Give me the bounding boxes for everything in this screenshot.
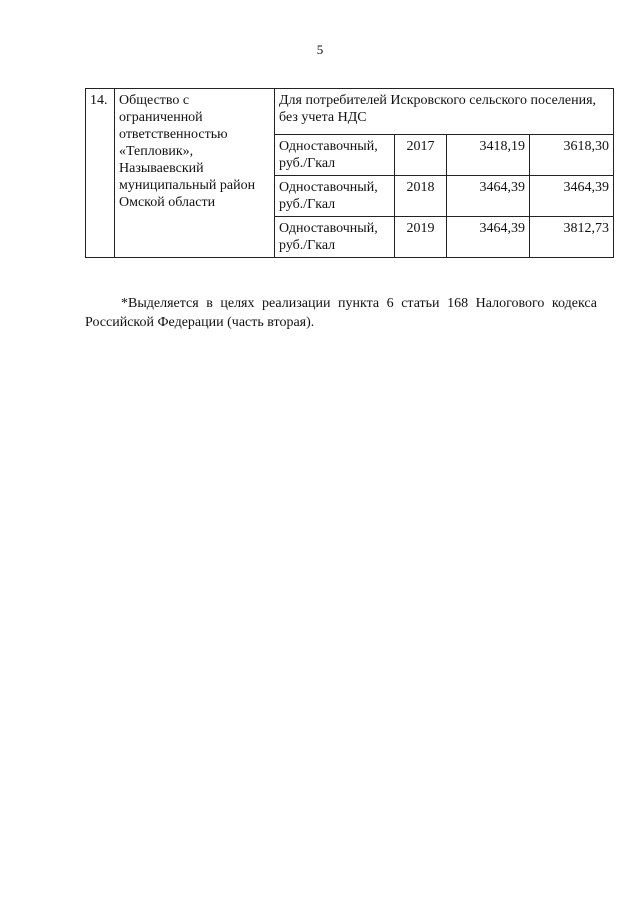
table-row [86,89,614,135]
tariff-second-half: 3618,30 [530,135,614,176]
rate-type: Одноставочный, руб./Гкал [275,135,395,176]
year-cell: 2018 [395,176,447,217]
tariff-second-half: 3812,73 [530,217,614,258]
tariff-first-half: 3464,39 [447,217,530,258]
tariff-first-half: 3464,39 [447,176,530,217]
row-number: 14. [86,89,115,258]
year-cell: 2019 [395,217,447,258]
page-number: 5 [316,42,324,57]
consumer-group: Для потребителей Искровского сельского поселения, без учета НДС [275,89,614,135]
organization-name: Общество с ограниченной ответственностью «Тепловик», Называевский муниципальный район Омской области [115,89,275,258]
rate-type: Одноставочный, руб./Гкал [275,217,395,258]
footnote: *Выделяется в целях реализации пункта 6 статьи 168 Налогового кодекса Российской Федерации (часть вторая). [85,296,597,330]
year-cell: 2017 [395,135,447,176]
tariff-second-half: 3464,39 [530,176,614,217]
rate-type: Одноставочный, руб./Гкал [275,176,395,217]
tariff-first-half: 3418,19 [447,135,530,176]
tariff-table [85,88,614,258]
